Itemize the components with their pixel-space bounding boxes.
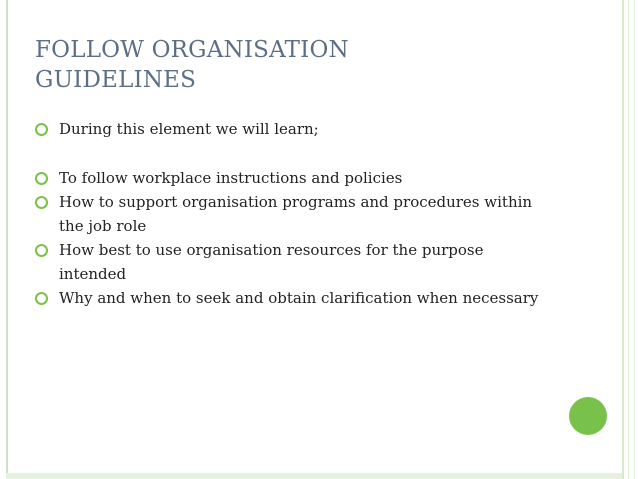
bullet-text: How best to use organisation resources for the purpose intended xyxy=(59,241,484,283)
circle-bullet-icon xyxy=(35,172,48,185)
bullet-item xyxy=(35,238,555,286)
bullet-item xyxy=(35,117,555,141)
right-border-line xyxy=(628,0,629,479)
left-border-line xyxy=(6,0,8,479)
bullet-text: During this element we will learn; xyxy=(59,120,319,138)
slide-title: FOLLOW ORGANISATION GUIDELINES xyxy=(35,37,349,93)
bullet-item xyxy=(35,190,555,238)
right-border-line xyxy=(622,0,624,479)
circle-bullet-icon xyxy=(35,244,48,257)
bullet-text: To follow workplace instructions and policies xyxy=(59,169,403,187)
bullet-item xyxy=(35,166,555,190)
bullet-item xyxy=(35,286,555,310)
circle-bullet-icon xyxy=(35,292,48,305)
circle-bullet-icon xyxy=(35,196,48,209)
bullet-text: Why and when to seek and obtain clarification when necessary xyxy=(59,289,539,307)
right-border-line xyxy=(634,0,635,479)
bullet-list xyxy=(35,117,555,310)
bullet-text: How to support organisation programs and procedures within the job role xyxy=(59,193,533,235)
green-accent-circle xyxy=(569,397,607,435)
circle-bullet-icon xyxy=(35,123,48,136)
bottom-border-band xyxy=(6,473,622,479)
